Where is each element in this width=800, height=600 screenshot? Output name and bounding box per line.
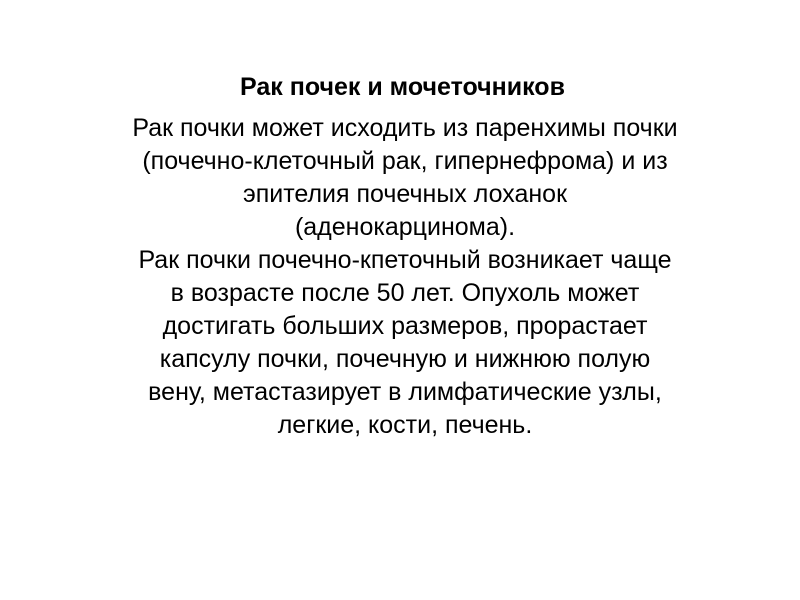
text-line: легкие, кости, печень. <box>277 411 533 439</box>
text-line: эпителия почечных лоханок <box>242 180 568 208</box>
text-line: вену, метастазирует в лимфатические узлы, <box>148 378 662 406</box>
text-line: достигать больших размеров, прорастает <box>162 312 648 340</box>
text-line: (почечно-клеточный рак, гипернефрома) и из <box>142 147 668 175</box>
text-line: в возрасте после 50 лет. Опухоль может <box>170 279 640 307</box>
slide-title: Рак почек и мочеточников <box>240 73 565 101</box>
paragraph-origin <box>55 112 755 244</box>
text-line: Рак почки почечно-кпеточный возникает чаще <box>138 246 672 274</box>
slide-body <box>55 112 755 442</box>
text-line: (аденокарцинома). <box>294 213 516 241</box>
text-line: капсулу почки, почечную и нижнюю полую <box>159 345 651 373</box>
text-line: Рак почки может исходить из паренхимы почки <box>132 114 678 142</box>
paragraph-clinical <box>55 244 755 442</box>
